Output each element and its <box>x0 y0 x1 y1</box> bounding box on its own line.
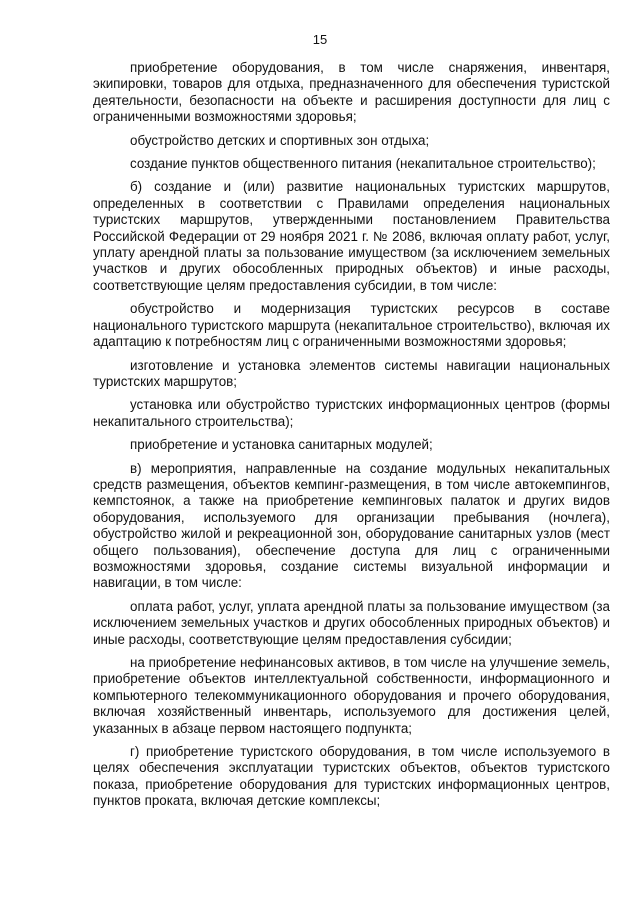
paragraph-info-centers: установка или обустройство туристских информационных центров (формы некапитального строительства); <box>93 397 610 429</box>
paragraph-route-resources: обустройство и модернизация туристских ресурсов в составе национального туристского маршрута (некапитальное строительство), включая их адаптацию к потребностям лиц с ограниченными возможностями здоровья; <box>93 301 610 350</box>
paragraph-item-v-modular-accommodation: в) мероприятия, направленные на создание модульных некапитальных средств размещения, объектов кемпинг-размещения, в том числе автокемпингов, кемпстоянок, а также на приобретение кемпинговых палаток и других видов оборудования, используемого для организации пребывания (ночлега), обустройство жилой и рекреационной зон, оборудование санитарных узлов (мест общего пользования), обеспечение доступа для лиц с ограниченными возможностями здоровья, создание системы визуальной информации и навигации, в том числе: <box>93 460 610 591</box>
paragraph-recreation-zones: обустройство детских и спортивных зон отдыха; <box>130 132 430 148</box>
paragraph-non-financial-assets: на приобретение нефинансовых активов, в том числе на улучшение земель, приобретение объектов интеллектуальной собственности, информационного и компьютерного телекоммуникационного оборудования и прочего оборудования, включая хозяйственный инвентарь, используемого для достижения целей, указанных в абзаце первом настоящего подпункта; <box>93 655 610 736</box>
paragraph-navigation-system: изготовление и установка элементов системы навигации национальных туристских маршрутов; <box>93 357 610 389</box>
paragraph-payment-works: оплата работ, услуг, уплата арендной платы за пользование имуществом (за исключением земельных участков и других обособленных природных объектов) и иные расходы, соответствующие целям предоставления субсидии; <box>93 598 610 647</box>
paragraph-sanitary-modules: приобретение и установка санитарных модулей; <box>130 437 433 453</box>
paragraph-catering-points: создание пунктов общественного питания (некапитальное строительство); <box>130 156 596 172</box>
paragraph-item-b-national-routes: б) создание и (или) развитие национальных туристских маршрутов, определенных в соответствии с Правилами определения национальных туристских маршрутов, утвержденными постановлением Правительства Российской Федерации от 29 ноября 2021 г. № 2086, включая оплату работ, услуг, уплату арендной платы за пользование имуществом (за исключением земельных участков и других обособленных природных объектов) и иные расходы, соответствующие целям предоставления субсидии, в том числе: <box>93 179 610 293</box>
paragraph-equipment-purchase: приобретение оборудования, в том числе снаряжения, инвентаря, экипировки, товаров для отдыха, предназначенного для обеспечения туристской деятельности, безопасности на объекте и расширения доступности для лиц с ограниченными возможностями здоровья; <box>93 60 610 125</box>
document-body <box>93 60 610 817</box>
page-number: 15 <box>312 32 328 47</box>
paragraph-item-g-tourist-equipment: г) приобретение туристского оборудования, в том числе используемого в целях обеспечения эксплуатации туристских объектов, объектов туристского показа, приобретение оборудования для туристских информационных центров, пунктов проката, включая детские комплексы; <box>93 744 610 809</box>
